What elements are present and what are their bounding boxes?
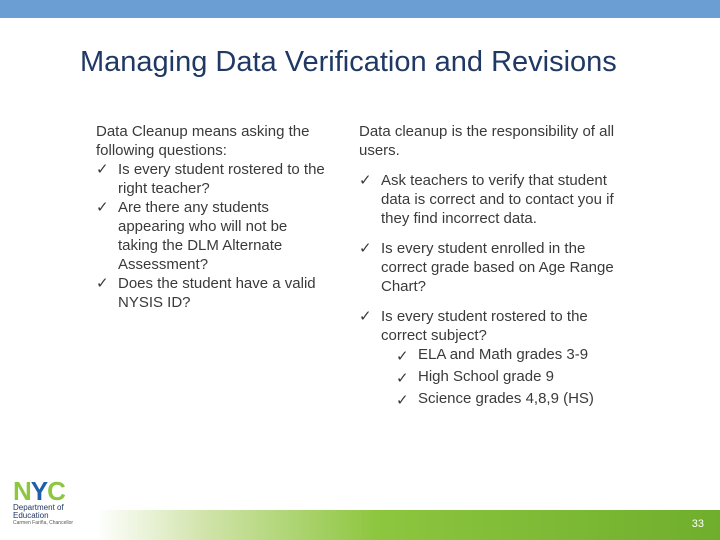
bullet-line: appearing who will not be <box>118 218 288 235</box>
sub-bullet-text: Science grades 4,8,9 (HS) <box>418 390 594 407</box>
page-number: 33 <box>691 518 704 530</box>
check-icon: ✓ <box>359 308 372 325</box>
nyc-wordmark <box>13 478 83 504</box>
right-bullet-item <box>359 239 659 296</box>
slide-title: Managing Data Verification and Revisions <box>80 46 617 78</box>
bullet-line: NYSIS ID? <box>118 294 191 311</box>
check-icon: ✓ <box>96 161 109 178</box>
wordmark-letter: C <box>47 476 65 506</box>
left-intro-line: Data Cleanup means asking the <box>96 123 310 140</box>
logo-education-line: Education <box>13 511 49 520</box>
sub-bullet-text: High School grade 9 <box>418 368 554 385</box>
left-bullet-item <box>96 198 358 274</box>
bullet-line: they find incorrect data. <box>381 210 537 227</box>
bullet-line: correct grade based on Age Range <box>381 259 614 276</box>
spacer <box>359 296 659 307</box>
check-icon: ✓ <box>96 275 109 292</box>
bullet-line: Assessment? <box>118 256 209 273</box>
check-icon: ✓ <box>359 240 372 257</box>
spacer <box>359 160 659 171</box>
bullet-line: taking the DLM Alternate <box>118 237 283 254</box>
check-icon: ✓ <box>96 199 109 216</box>
bullet-line: Is every student enrolled in the <box>381 240 586 257</box>
bullet-line: right teacher? <box>118 180 210 197</box>
right-bullet-item <box>359 171 659 228</box>
logo-tagline: Carmen Fariña, Chancellor <box>13 520 74 526</box>
check-icon: ✓ <box>396 348 409 365</box>
bullet-line: Are there any students <box>118 199 269 216</box>
right-intro-line: Data cleanup is the responsibility of all <box>359 123 615 140</box>
check-icon: ✓ <box>396 370 409 387</box>
check-icon: ✓ <box>396 392 409 409</box>
spacer <box>359 228 659 239</box>
bullet-line: correct subject? <box>381 327 487 344</box>
check-icon: ✓ <box>359 172 372 189</box>
bullet-line: Is every student rostered to the <box>118 161 325 178</box>
right-intro-line: users. <box>359 142 400 159</box>
sub-bullet-item <box>359 367 659 386</box>
wordmark-letter: Y <box>30 476 48 506</box>
right-column <box>359 122 659 408</box>
sub-bullet-text: ELA and Math grades 3-9 <box>418 346 589 363</box>
logo-department-line: Department of <box>13 503 64 512</box>
bullet-line: Is every student rostered to the <box>381 308 588 325</box>
sub-bullet-item <box>359 389 659 408</box>
top-accent-bar <box>0 0 720 18</box>
right-bullet-item <box>359 307 659 345</box>
bottom-accent-bar <box>96 510 720 540</box>
bullet-line: data is correct and to contact you if <box>381 191 614 208</box>
left-intro-line: following questions: <box>96 142 227 159</box>
bullet-line: Does the student have a valid <box>118 275 316 292</box>
sub-bullet-item <box>359 345 659 364</box>
left-bullet-item <box>96 274 358 312</box>
bullet-line: Chart? <box>381 278 427 295</box>
bullet-line: Ask teachers to verify that student <box>381 172 607 189</box>
left-column <box>96 122 358 312</box>
left-bullet-item <box>96 160 358 198</box>
wordmark-letter: N <box>13 476 31 506</box>
nyc-doe-logo <box>13 478 83 528</box>
